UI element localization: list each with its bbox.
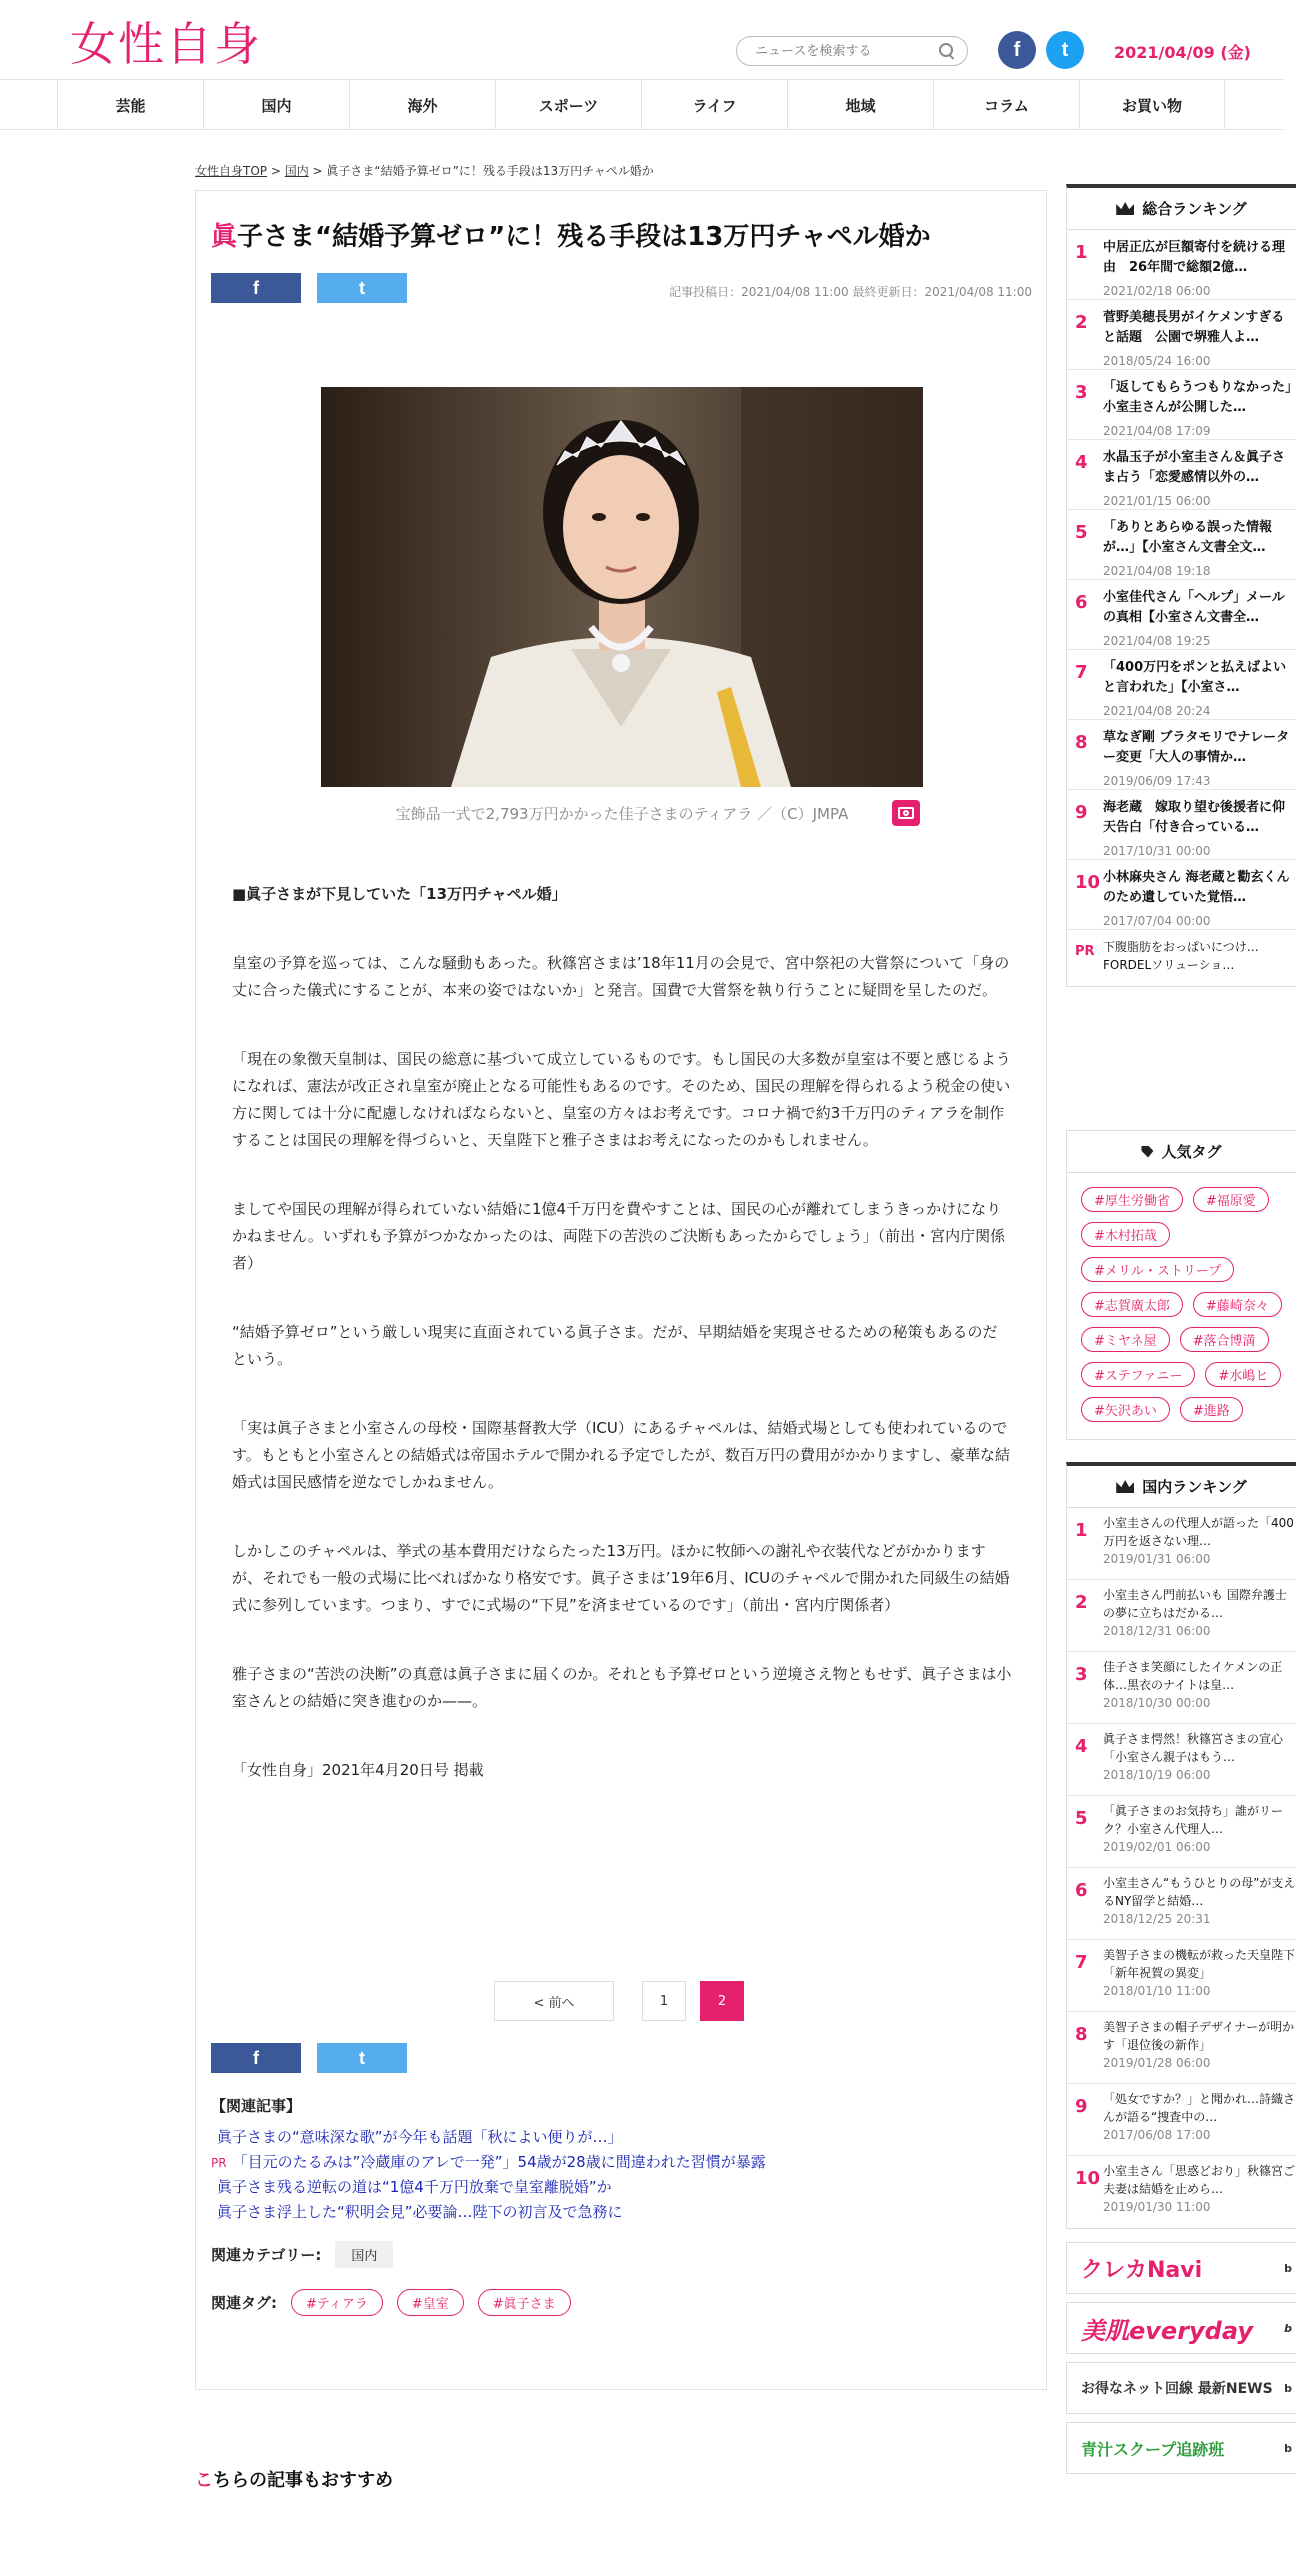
- nav-item-domestic[interactable]: 国内: [203, 80, 349, 130]
- article-meta: 記事投稿日：2021/04/08 11:00 最終更新日：2021/04/08 11:00: [669, 285, 1032, 299]
- search-box[interactable]: [736, 36, 968, 66]
- rank-title: 「ありとあらゆる誤った情報が…」【小室さん文書全文…: [1103, 520, 1273, 555]
- tag-pill[interactable]: #ミヤネ屋: [1081, 1327, 1170, 1352]
- pager-page-2[interactable]: 2: [700, 1981, 744, 2021]
- article-title: [211, 219, 931, 255]
- share-facebook-button[interactable]: f: [211, 273, 301, 303]
- article-paragraph: ましてや国民の理解が得られていない結婚に1億4千万円を費やすことは、国民の心が離れてしまうきっかけになりかねません。いずれも予算がつかなかったのは、両陛下の苦渋のご決断もあったからでしょう」（前出・宮内庁関係者）: [232, 1200, 1006, 1272]
- tag-list: [1067, 1173, 1297, 1432]
- rank-date: 2021/04/08 17:09: [1103, 424, 1211, 438]
- ranking-item[interactable]: [1067, 230, 1296, 300]
- tag-pill[interactable]: #厚生労働省: [1081, 1187, 1183, 1212]
- title-first-char: 眞: [211, 222, 238, 252]
- rank-title: 美智子さまの機転が救った天皇陛下「新年祝賀の異変」: [1103, 1948, 1296, 1980]
- search-icon[interactable]: [939, 43, 955, 59]
- share-facebook-button-bottom[interactable]: f: [211, 2043, 301, 2073]
- tag-pill[interactable]: #水嶋ヒ: [1205, 1362, 1281, 1387]
- popular-tags: [1066, 1130, 1296, 1440]
- overall-ranking: [1066, 184, 1296, 987]
- banner-text: クレカNavi: [1081, 2257, 1203, 2283]
- related-heading: 【関連記事】: [211, 2097, 302, 2115]
- breadcrumb-category[interactable]: 国内: [284, 164, 309, 178]
- tag-pill[interactable]: #メリル・ストリープ: [1081, 1257, 1234, 1282]
- share-twitter-button-bottom[interactable]: t: [317, 2043, 407, 2073]
- breadcrumb-home[interactable]: 女性自身TOP: [195, 164, 268, 178]
- rank-number: 7: [1075, 1952, 1088, 1973]
- ranking-item[interactable]: [1067, 1724, 1296, 1796]
- tag-pill[interactable]: #ステファニー: [1081, 1362, 1195, 1387]
- tag-pill[interactable]: #藤崎奈々: [1193, 1292, 1282, 1317]
- site-logo[interactable]: 女性自身: [70, 17, 262, 71]
- rank-date: 2019/01/30 11:00: [1103, 2200, 1211, 2214]
- ranking-item[interactable]: [1067, 370, 1296, 440]
- ranking-item[interactable]: [1067, 300, 1296, 370]
- rank-date: 2017/06/08 17:00: [1103, 2128, 1211, 2142]
- related-link[interactable]: [211, 2200, 1031, 2225]
- rank-number: 9: [1075, 802, 1088, 823]
- tag-pill[interactable]: #落合博満: [1180, 1327, 1269, 1352]
- tag-pill[interactable]: #木村拓哉: [1081, 1222, 1170, 1247]
- ranking-item[interactable]: [1067, 1580, 1296, 1652]
- pr-label: PR: [211, 2156, 227, 2170]
- nav-item-region[interactable]: 地域: [787, 80, 933, 130]
- tag-pill[interactable]: #矢沢あい: [1081, 1397, 1170, 1422]
- related-tags-label: 関連タグ:: [211, 2294, 277, 2312]
- tags-title: 人気タグ: [1161, 1143, 1222, 1161]
- rank-number: 6: [1075, 1880, 1088, 1901]
- tag-pill[interactable]: #進路: [1180, 1397, 1243, 1422]
- crown-icon: [1116, 1480, 1134, 1493]
- nav-item-overseas[interactable]: 海外: [349, 80, 495, 130]
- rank-date: 2018/01/10 11:00: [1103, 1984, 1211, 1998]
- rank-number: 4: [1075, 452, 1088, 473]
- article-paragraph: 皇室の予算を巡っては、こんな騒動もあった。秋篠宮さまは’18年11月の会見で、宮中祭祀の大嘗祭について「身の丈に合った儀式にすることが、本来の姿ではないか」と発言。国費で大嘗祭を執り行うことに疑問を呈したのだ。: [232, 954, 1010, 999]
- related-link[interactable]: [211, 2125, 1031, 2150]
- ranking-item[interactable]: [1067, 2084, 1296, 2156]
- rank-number: 5: [1075, 522, 1088, 543]
- rank-date: 2018/05/24 16:00: [1103, 354, 1211, 368]
- share-twitter-button[interactable]: t: [317, 273, 407, 303]
- ranking-item[interactable]: [1067, 440, 1296, 510]
- rank-number: 7: [1075, 662, 1088, 683]
- ranking-item[interactable]: [1067, 1508, 1296, 1580]
- article-subheading: ■眞子さまが下見していた「13万円チャペル婚」: [232, 885, 567, 903]
- tag-icon: [1141, 1146, 1153, 1158]
- rank-date: 2019/02/01 06:00: [1103, 1840, 1211, 1854]
- rank-number: 9: [1075, 2096, 1088, 2117]
- ranking-item[interactable]: [1067, 2012, 1296, 2084]
- rank-title: 小室佳代さん「ヘルプ」メールの真相【小室さん文書全…: [1103, 590, 1285, 625]
- rank-title: 佳子さま笑顔にしたイケメンの正体…黒衣のナイトは皇…: [1103, 1660, 1283, 1692]
- rank-title: 小室圭さん門前払いも 国際弁護士の夢に立ちはだかる…: [1103, 1588, 1287, 1620]
- search-input[interactable]: [755, 44, 939, 59]
- recommend-heading: [195, 2466, 393, 2492]
- rank-title: 美智子さまの帽子デザイナーが明かす「退位後の新作」: [1103, 2020, 1295, 2052]
- nav-item-sports[interactable]: スポーツ: [495, 80, 641, 130]
- ranking-header: [1067, 1466, 1296, 1508]
- rank-number: 8: [1075, 732, 1088, 753]
- rank-number: 2: [1075, 312, 1088, 333]
- related-link[interactable]: [211, 2175, 1031, 2200]
- ranking-pr-item[interactable]: [1067, 930, 1296, 986]
- breadcrumb-current: 眞子さま“結婚予算ゼロ”に！残る手段は13万円チャペル婚か: [326, 164, 654, 178]
- breadcrumb-separator: >: [267, 164, 285, 178]
- rank-title: 小林麻央さん 海老蔵と勸玄くんのため遺していた覚悟…: [1103, 870, 1290, 905]
- rank-number: 3: [1075, 1664, 1088, 1685]
- rank-title: 「返してもらうつもりなかった」小室圭さんが公開した…: [1103, 380, 1292, 415]
- rank-number: 8: [1075, 2024, 1088, 2045]
- ranking-item[interactable]: [1067, 2156, 1296, 2228]
- related-link-text: 眞子さま浮上した“釈明会見”必要論…陛下の初言及で急務に: [217, 2203, 623, 2221]
- category-pill[interactable]: 国内: [335, 2241, 393, 2268]
- tags-header: [1067, 1131, 1296, 1173]
- rank-date: 2018/10/19 06:00: [1103, 1768, 1211, 1782]
- rank-number: 6: [1075, 592, 1088, 613]
- rank-number: 10: [1075, 872, 1101, 893]
- banner-tail: b: [1284, 2261, 1292, 2275]
- tag-pill[interactable]: #皇室: [397, 2289, 464, 2316]
- rank-title: 菅野美穂長男がイケメンすぎると話題 公園で堺雅人よ…: [1103, 310, 1285, 345]
- rank-number: 2: [1075, 1592, 1088, 1613]
- ranking-title: 国内ランキング: [1142, 1478, 1247, 1496]
- rank-date: 2018/12/25 20:31: [1103, 1912, 1211, 1926]
- article-paragraph: 「現在の象徴天皇制は、国民の総意に基づいて成立しているものです。もし国民の大多数が皇室は不要と感じるようになれば、憲法が改正され皇室が廃止となる可能性もあるのです。そのため、国民の理解を得られるよう税金の使い方に関しては十分に配慮しなければならないと、皇室の方々はお考えです。コロナ禍で約3千万円のティアラを制作することは国民の理解を得づらいと、天皇陛下と雅子さまはお考えになったのかもしれません。: [232, 1050, 1011, 1149]
- rank-title: 小室圭さん「思惑どおり」秋篠宮ご夫妻は結婚を止めら…: [1103, 2164, 1296, 2196]
- recommend-rest: ちらの記事もおすすめ: [213, 2470, 394, 2491]
- ranking-item[interactable]: [1067, 1868, 1296, 1940]
- article-paragraph: “結婚予算ゼロ”という厳しい現実に直面されている眞子さま。だが、早期結婚を実現させるための秘策もあるのだという。: [232, 1323, 998, 1368]
- banner-text: お得なネット回線 最新NEWS: [1081, 2381, 1273, 2397]
- banner-net-news[interactable]: [1066, 2362, 1296, 2414]
- ranking-item[interactable]: [1067, 580, 1296, 650]
- ranking-item[interactable]: [1067, 1796, 1296, 1868]
- ranking-header: [1067, 188, 1296, 230]
- domestic-ranking: [1066, 1462, 1296, 2229]
- rank-date: 2019/06/09 17:43: [1103, 774, 1211, 788]
- rank-date: 2021/04/08 19:25: [1103, 634, 1211, 648]
- ranking-item[interactable]: [1067, 720, 1296, 790]
- banner-tail: b: [1284, 2441, 1292, 2455]
- rank-date: 2018/10/30 00:00: [1103, 1696, 1211, 1710]
- banner-tail: b: [1284, 2381, 1292, 2395]
- main-nav: [0, 80, 1284, 130]
- related-link-text: 眞子さまの“意味深な歌”が今年も話題「秋によい便りが…」: [217, 2128, 623, 2146]
- rank-number: 5: [1075, 1808, 1088, 1829]
- rank-title: 小室圭さんの代理人が語った「400万円を返さない理…: [1103, 1516, 1294, 1548]
- rank-date: 2017/07/04 00:00: [1103, 914, 1211, 928]
- article-source: 「女性自身」2021年4月20日号 掲載: [232, 1761, 484, 1779]
- breadcrumb-separator: >: [308, 164, 327, 178]
- article-body: [232, 881, 1012, 1826]
- nav-item-entertainment[interactable]: 芸能: [57, 80, 203, 130]
- rank-title: 水晶玉子が小室圭さん＆眞子さま占う「恋愛感情以外の…: [1103, 450, 1286, 485]
- banner-text: 青汁スクープ追跡班: [1081, 2439, 1225, 2459]
- tag-pill[interactable]: #眞子さま: [478, 2289, 571, 2316]
- article-photo: [321, 387, 923, 787]
- banner-text: 美肌everyday: [1081, 2316, 1253, 2345]
- current-date: 2021/04/09 (金): [1114, 43, 1251, 62]
- rank-title: 眞子さま愕然！秋篠宮さまの宣心「小室さん親子はもう…: [1103, 1732, 1284, 1764]
- site-header: [0, 0, 1284, 80]
- related-link-text: 眞子さま残る逆転の道は“1億4千万円放棄で皇室離脱婚”か: [217, 2178, 612, 2196]
- article-paragraph: 「実は眞子さまと小室さんの母校・国際基督教大学（ICU）にあるチャペルは、結婚式場としても使われているのです。もともと小室さんとの結婚式は帝国ホテルで開かれる予定でしたが、数百万円の費用がかかりますし、豪華な結婚式は国民感情を逆なでしかねません。: [232, 1419, 1011, 1491]
- rank-number: 3: [1075, 382, 1088, 403]
- photo-caption: 宝飾品一式で2,793万円かかった佳子さまのティアラ ／（C）JMPA: [395, 805, 849, 823]
- rank-date: 2021/04/08 19:18: [1103, 564, 1211, 578]
- ranking-title: 総合ランキング: [1142, 200, 1247, 218]
- tag-pill[interactable]: #福原愛: [1193, 1187, 1269, 1212]
- rank-title: 海老蔵 嫁取り望む後援者に仰天告白「付き合っている…: [1103, 800, 1286, 835]
- banner-aojiru-scoop[interactable]: [1066, 2422, 1296, 2474]
- rank-number: 4: [1075, 1736, 1088, 1757]
- rank-date: 2019/01/31 06:00: [1103, 1552, 1211, 1566]
- rank-title: 「処女ですか？」と聞かれ…詩織さんが語る“捜査中の…: [1103, 2092, 1296, 2124]
- ranking-item[interactable]: [1067, 790, 1296, 860]
- rank-title: 「400万円をポンと払えばよいと言われた」【小室さ…: [1103, 660, 1287, 695]
- photo-illustration: [321, 387, 923, 787]
- rank-date: 2021/04/08 20:24: [1103, 704, 1211, 718]
- rank-number: 10: [1075, 2168, 1101, 2189]
- related-tags-row: [211, 2289, 571, 2316]
- ranking-item[interactable]: [1067, 860, 1296, 930]
- ranking-item[interactable]: [1067, 510, 1296, 580]
- article-paragraph: しかしこのチャペルは、挙式の基本費用だけならたった13万円。ほかに牧師への謝礼や衣装代などがかかりますが、それでも一般の式場に比べればかなり格安です。眞子さまは’19年6月、ICUのチャペルで開かれた同級生の結婚式に参列しています。つまり、すでに式場の“下見”を済ませているのです」（前出・宮内庁関係者）: [232, 1542, 1010, 1614]
- rank-title: 小室圭さん“もうひとりの母”が支えるNY留学と結婚…: [1103, 1876, 1296, 1908]
- banner-tail: b: [1284, 2321, 1292, 2335]
- breadcrumb: [195, 162, 654, 179]
- nav-item-life[interactable]: ライフ: [641, 80, 787, 130]
- rank-date: 2021/02/18 06:00: [1103, 284, 1211, 298]
- facebook-icon[interactable]: f: [998, 31, 1036, 69]
- rank-number: 1: [1075, 1520, 1088, 1541]
- recommend-first-char: こ: [195, 2470, 213, 2491]
- nav-item-shopping[interactable]: お買い物: [1079, 80, 1225, 130]
- ranking-item[interactable]: [1067, 650, 1296, 720]
- related-list: [211, 2125, 1031, 2225]
- title-rest: 子さま“結婚予算ゼロ”に！残る手段は13万円チャペル婚か: [237, 222, 931, 252]
- tag-pill[interactable]: #志賀廣太郎: [1081, 1292, 1183, 1317]
- related-category-row: [211, 2241, 393, 2268]
- rank-number: 1: [1075, 242, 1088, 263]
- banner-credit-card-navi[interactable]: [1066, 2242, 1296, 2294]
- banner-bihada-everyday[interactable]: [1066, 2302, 1296, 2354]
- rank-title: 中居正広が巨額寄付を続ける理由 26年間で総額2億…: [1103, 240, 1286, 275]
- rank-title: 下腹脂肪をおっぱいにつけ…FORDELソリューショ…: [1103, 940, 1259, 972]
- rank-title: 「眞子さまのお気持ち」誰がリーク？小室さん代理人…: [1103, 1804, 1284, 1836]
- pager-page-1[interactable]: 1: [642, 1981, 686, 2021]
- related-category-label: 関連カテゴリー:: [211, 2246, 322, 2264]
- article-container: [195, 190, 1047, 2390]
- ranking-item[interactable]: [1067, 1940, 1296, 2012]
- twitter-icon[interactable]: t: [1046, 31, 1084, 69]
- article-paragraph: 雅子さまの“苦渋の決断”の真意は眞子さまに届くのか。それとも予算ゼロという逆境さえ物ともせず、眞子さまは小室さんとの結婚に突き進むのか——。: [232, 1665, 1012, 1710]
- camera-icon[interactable]: [892, 800, 920, 826]
- related-link-text: 「目元のたるみは”冷蔵庫のアレで一発”」54歳が28歳に間違われた習慣が暴露: [232, 2153, 766, 2171]
- tag-pill[interactable]: #ティアラ: [291, 2289, 383, 2316]
- rank-date: 2019/01/28 06:00: [1103, 2056, 1211, 2070]
- rank-date: 2017/10/31 00:00: [1103, 844, 1211, 858]
- rank-title: 草なぎ剛 ブラタモリでナレーター変更「大人の事情か…: [1103, 730, 1290, 765]
- rank-date: 2018/12/31 06:00: [1103, 1624, 1211, 1638]
- pr-label: PR: [1075, 944, 1095, 959]
- nav-item-column[interactable]: コラム: [933, 80, 1079, 130]
- ranking-item[interactable]: [1067, 1652, 1296, 1724]
- related-link[interactable]: [211, 2150, 1031, 2175]
- crown-icon: [1116, 202, 1134, 215]
- pager-prev-button[interactable]: < 前へ: [494, 1981, 614, 2021]
- rank-date: 2021/01/15 06:00: [1103, 494, 1211, 508]
